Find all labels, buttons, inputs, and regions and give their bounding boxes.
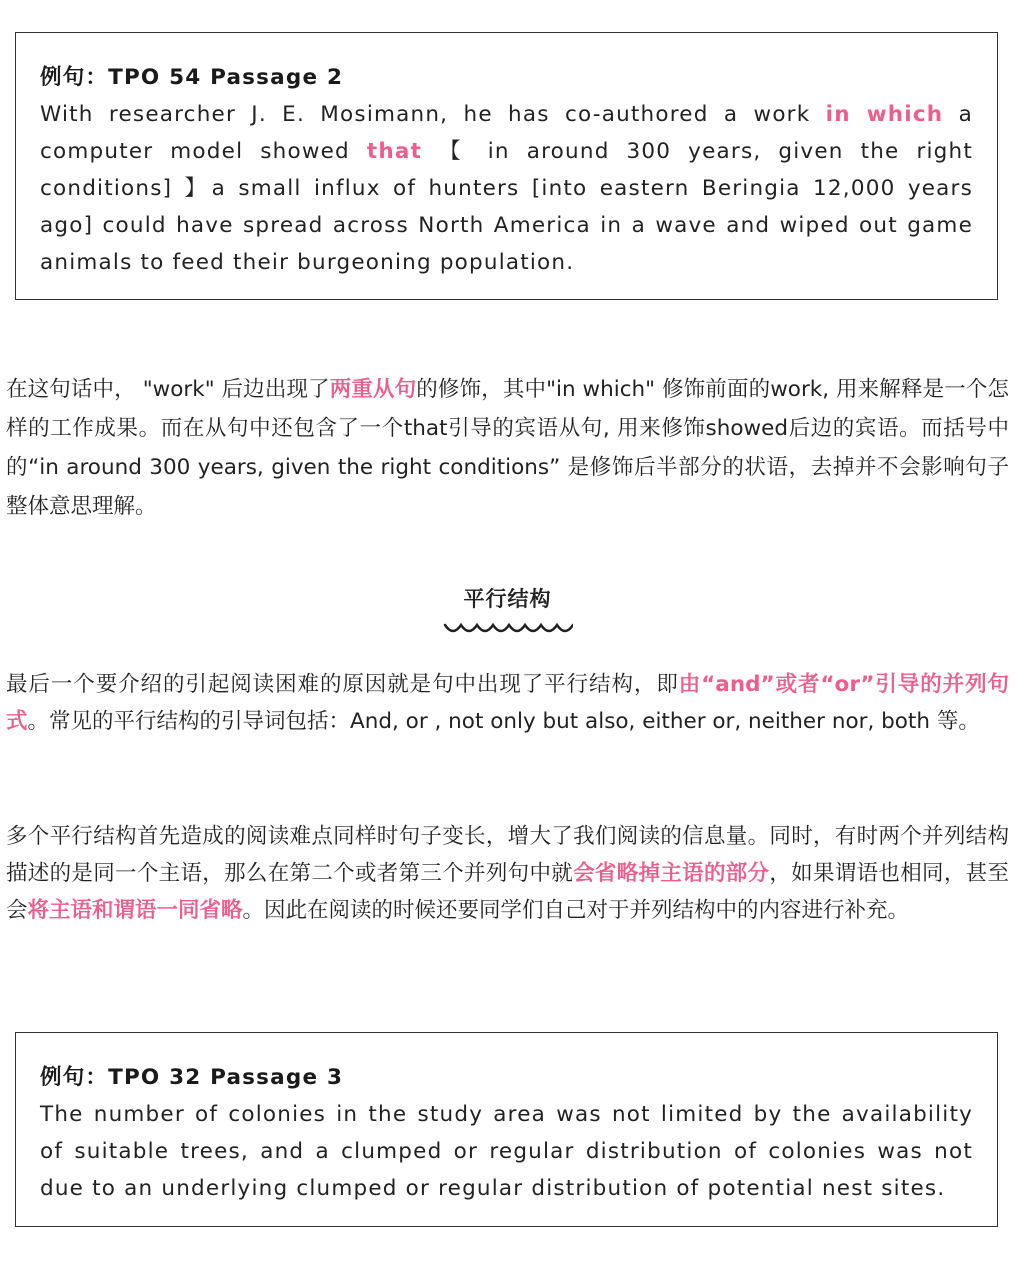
para1-text-a: 在这句话中， "work" 后边出现了 [6, 377, 330, 402]
example-1-text-c: a computer model showed [40, 102, 973, 164]
example-box-1 [15, 32, 998, 300]
explanation-paragraph-1 [6, 370, 1009, 526]
para1-highlight: 两重从句 [329, 377, 417, 402]
explanation-paragraph-3 [6, 818, 1009, 929]
wave-divider-icon [443, 622, 573, 638]
para1-text-c: 的修饰，其中"in which" 修饰前面的work, 用来解释是一个怎样的工作成果。而在从句中还包含了一个that引导的宾语从句, 用来修饰showed后边的宾语。而括号中的“in around 300 years, given the right conditions” 是修饰后半部分的状语，去掉并不会影响句子整体意思理解。 [6, 377, 1009, 519]
example-box-2 [15, 1032, 998, 1227]
example-1-highlight-that: that [366, 139, 423, 164]
section-title: 平行结构 [463, 587, 552, 611]
example-1-sentence [40, 96, 973, 281]
para3-highlight-2: 将主语和谓语一同省略 [27, 898, 243, 923]
para3-text-a: 多个平行结构首先造成的阅读难点同样时句子变长，增大了我们阅读的信息量。同时，有时两个并列结构描述的是同一个主语，那么在第二个或者第三个并列句中就 [6, 824, 1009, 886]
para3-highlight-1: 会省略掉主语的部分 [573, 861, 770, 886]
example-2-label: 例句：TPO 32 Passage 3 [40, 1065, 344, 1090]
explanation-paragraph-2 [6, 666, 1009, 740]
para3-text-c: ，如果谓语也相同，甚至会 [6, 861, 1009, 923]
example-1-text-a: With researcher J. E. Mosimann, he has co-authored a work [40, 102, 826, 127]
para2-text-a: 最后一个要介绍的引起阅读困难的原因就是句中出现了平行结构，即 [6, 672, 679, 697]
example-1-label: 例句：TPO 54 Passage 2 [40, 65, 344, 90]
para2-text-c: 。常见的平行结构的引导词包括：And, or , not only but also, either or, neither nor, both 等。 [27, 709, 980, 734]
example-1-highlight-in-which: in which [825, 102, 944, 127]
example-2-sentence: The number of colonies in the study area was not limited by the availability of suitable trees, and a clumped or regular distribution of colonies was not due to an underlying clumped or regular distribution of potential nest sites. [40, 1102, 973, 1201]
para2-highlight: 由“and”或者“or”引导的并列句式 [6, 672, 1009, 734]
para3-text-e: 。因此在阅读的时候还要同学们自己对于并列结构中的内容进行补充。 [242, 898, 910, 923]
example-1-text-e: 【 in around 300 years, given the right conditions] 】a small influx of hunters [into eastern Beringia 12,000 years ago] could have spread across North America in a wave and wiped out game animals to feed their burgeoning population. [40, 139, 973, 275]
